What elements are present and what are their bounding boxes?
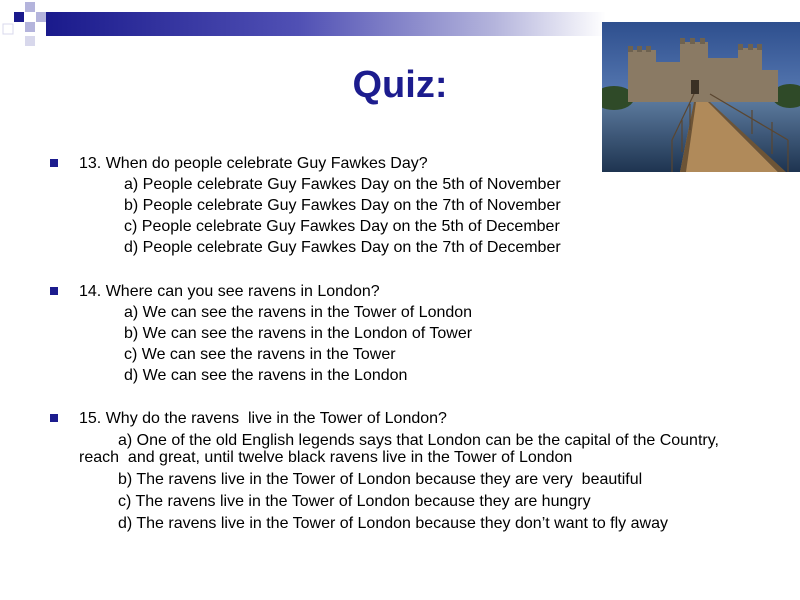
option-15b: b) The ravens live in the Tower of London because they are very beautiful (118, 471, 643, 488)
question-13: 13. When do people celebrate Guy Fawkes Day? (50, 153, 790, 174)
option-15d: d) The ravens live in the Tower of London because they don’t want to fly away (118, 515, 668, 532)
option-13a: a) People celebrate Guy Fawkes Day on the 5th of November (124, 176, 561, 193)
option-14a: a) We can see the ravens in the Tower of London (124, 304, 473, 321)
question-block-15 (50, 408, 790, 534)
option-15a: a) One of the old English legends says that London can be the capital of the Country, reach and great, until twelve black ravens live in the Tower of London (79, 432, 773, 466)
question-block-13 (50, 153, 790, 258)
question-15: 15. Why do the ravens live in the Tower of London? (50, 408, 790, 429)
question-block-14 (50, 281, 790, 386)
bullet-icon (50, 414, 58, 422)
bullet-icon (50, 287, 58, 295)
option-13b: b) People celebrate Guy Fawkes Day on the 7th of November (124, 197, 561, 214)
page-title: Quiz: (352, 64, 448, 106)
option-13d: d) People celebrate Guy Fawkes Day on the 7th of December (124, 239, 561, 256)
bullet-icon (50, 159, 58, 167)
option-14c: c) We can see the ravens in the Tower (124, 346, 396, 363)
question-14: 14. Where can you see ravens in London? (50, 281, 790, 302)
castle-photo (602, 22, 800, 172)
option-15c: c) The ravens live in the Tower of London because they are hungry (118, 493, 591, 510)
decorative-top-bar (46, 12, 606, 36)
option-13c: c) People celebrate Guy Fawkes Day on the 5th of December (124, 218, 560, 235)
option-14b: b) We can see the ravens in the London of Tower (124, 325, 473, 342)
option-14d: d) We can see the ravens in the London (124, 367, 408, 384)
